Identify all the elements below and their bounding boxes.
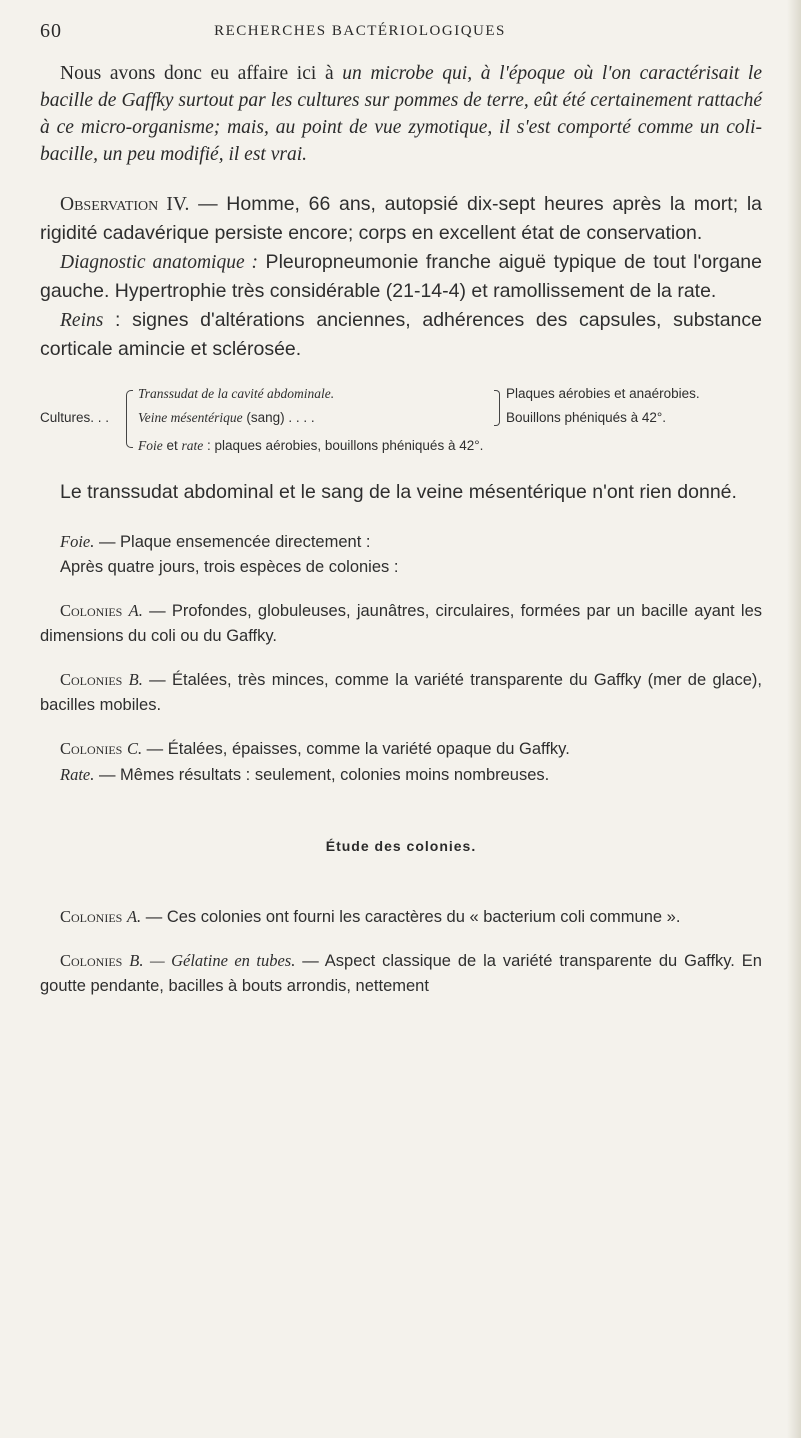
- observation-text: — Homme, 66 ans, autopsié dix-sept heures après la mort; la rigidité cadavérique persiste encore; corps en excellent état de conservation.: [40, 193, 762, 244]
- foie-paragraph: [40, 529, 762, 555]
- diagnostic-paragraph: [40, 248, 762, 306]
- running-head: RECHERCHES BACTÉRIOLOGIQUES: [214, 23, 506, 39]
- cultures-method-bouillons: Bouillons phéniqués à 42°.: [506, 410, 667, 425]
- transsudat-paragraph: Le transsudat abdominal et le sang de la veine mésentérique n'ont rien donné.: [60, 481, 737, 503]
- reins-paragraph: [40, 306, 762, 364]
- colonies-a-paragraph: Colonies A. — Profondes, globuleuses, jaunâtres, circulaires, formées par un bacille ayant les dimensions du coli ou du Gaffky.: [40, 601, 762, 645]
- colonies-c-paragraph: Colonies C. — Étalées, épaisses, comme la variété opaque du Gaffky.: [60, 739, 570, 758]
- page-edge-shadow: [787, 0, 801, 1438]
- cultures-row-veine: Veine mésentérique (sang) . . . .: [138, 410, 315, 425]
- study-b-paragraph: Colonies B. — Gélatine en tubes. — Aspect classique de la variété transparente du Gaffky. En goutte pendante, bacilles à bouts arrondis, nettement: [40, 951, 762, 995]
- foie-label: Foie.: [60, 532, 95, 551]
- right-brace: [494, 390, 500, 426]
- intro-text: un microbe qui, à l'époque où l'on caractérisait le bacille de Gaffky surtout par les cultures sur pommes de terre, eût été certainement rattaché à ce micro-organisme; mais, au point de vue zymotique, il s'est comporté comme un coli-bacille, un peu modifié, il est vrai.: [40, 63, 763, 165]
- section-heading: Étude des colonies.: [325, 838, 477, 854]
- cultures-label: Cultures. . .: [40, 410, 110, 425]
- reins-text: : signes d'altérations anciennes, adhérences des capsules, substance corticale amincie et sclérosée.: [40, 309, 762, 360]
- page-body: [40, 60, 762, 999]
- cultures-method-plaques: Plaques aérobies et anaérobies.: [506, 386, 700, 401]
- page-number: 60: [40, 20, 62, 42]
- study-a-paragraph: Colonies A. — Ces colonies ont fourni les caractères du « bacterium coli commune ».: [60, 907, 681, 926]
- page-header: [40, 20, 780, 50]
- colonies-b-paragraph: Colonies B. — Étalées, très minces, comme la variété transparente du Gaffky (mer de glace), bacilles mobiles.: [40, 670, 762, 714]
- observation-label: Observation IV.: [60, 194, 190, 215]
- reins-label: Reins: [60, 310, 104, 331]
- cultures-table: [40, 382, 762, 464]
- observation-paragraph: [40, 190, 762, 248]
- intro-lead: Nous avons donc eu affaire ici à: [60, 63, 334, 84]
- left-brace: [126, 390, 133, 448]
- diagnostic-text: Pleuropneumonie franche aiguë typique de tout l'organe gauche. Hypertrophie très considérable (21-14-4) et ramollissement de la rate.: [40, 251, 763, 302]
- rate-paragraph: Rate. — Mêmes résultats : seulement, colonies moins nombreuses.: [60, 765, 550, 784]
- diagnostic-label: Diagnostic anatomique :: [60, 252, 259, 273]
- cultures-row-foie-rate: Foie et rate : plaques aérobies, bouillons phéniqués à 42°.: [138, 438, 484, 453]
- foie-text: — Plaque ensemencée directement :: [94, 533, 371, 551]
- cultures-row-transsudat: Transsudat de la cavité abdominale.: [138, 386, 335, 401]
- intro-paragraph: [40, 60, 762, 168]
- foie-line2: Après quatre jours, trois espèces de colonies :: [60, 558, 399, 576]
